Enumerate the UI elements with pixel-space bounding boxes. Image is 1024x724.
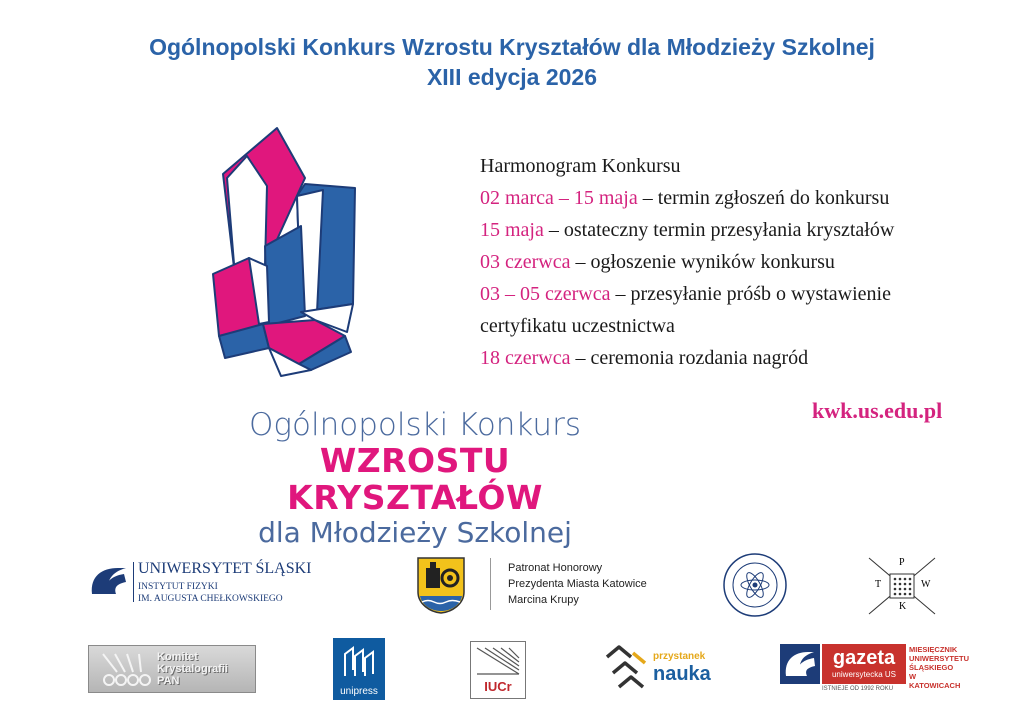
komitet-krystalografii-logo <box>88 645 256 693</box>
schedule-desc: – ogłoszenie wyników konkursu <box>570 251 835 273</box>
schedule-desc: – ostateczny termin przesyłania kryształów <box>543 219 895 241</box>
us-emblem-icon <box>780 644 820 684</box>
us-name: UNIWERSYTET ŚLĄSKI <box>138 560 312 577</box>
komitet-line-3: PAN <box>157 675 180 687</box>
us-emblem-icon <box>88 564 128 598</box>
tpwk-letter-left: T <box>875 579 882 590</box>
tpwk-letter-bottom: K <box>899 601 907 612</box>
komitet-line-2: Krystalografii <box>157 663 228 675</box>
gazeta-subtitle: uniwersytecka US <box>831 670 897 679</box>
katowice-coat-of-arms-icon <box>416 556 466 614</box>
us-mini-emblem <box>780 644 820 684</box>
komitet-text <box>157 651 228 687</box>
gazeta-uniwersytecka-logo <box>780 644 969 694</box>
schedule-item <box>480 278 1000 310</box>
iucr-emblem-icon <box>475 646 521 676</box>
schedule-item <box>480 342 1000 374</box>
logo-line-1: Ogólnopolski Konkurs <box>249 407 581 443</box>
schedule-desc: – ceremonia rozdania nagród <box>570 347 809 369</box>
logo-line-3: dla Młodzieży Szkolnej <box>258 515 572 549</box>
crystal-logo-icon <box>205 126 365 396</box>
tpwk-letter-top: P <box>899 557 905 568</box>
gazeta-side-3: ŚLĄSKIEGO <box>909 663 954 672</box>
iucr-logo <box>470 641 526 699</box>
page-title: Ogólnopolski Konkurs Wzrostu Kryształów dla Młodzieży Szkolnej <box>149 34 875 60</box>
patronage-text <box>508 560 647 608</box>
schedule-date: 03 czerwca <box>480 251 571 273</box>
polish-physics-society-seal-icon <box>722 552 788 618</box>
schedule-heading: Harmonogram Konkursu <box>480 155 681 177</box>
us-subtitle <box>138 581 283 605</box>
gazeta-side-2: UNIWERSYTETU <box>909 654 969 663</box>
schedule-item <box>480 214 1000 246</box>
gazeta-footnote: ISTNIEJE OD 1992 ROKU <box>822 686 894 692</box>
gazeta-title: gazeta <box>832 647 896 669</box>
unipress-logo <box>333 638 385 700</box>
contest-logo-text <box>205 408 625 548</box>
schedule-item <box>480 310 1000 342</box>
schedule-desc: certyfikatu uczestnictwa <box>480 315 675 337</box>
schedule-date: 03 – 05 czerwca <box>480 283 611 305</box>
schedule-date: 02 marca – 15 maja <box>480 187 638 209</box>
iucr-label: IUCr <box>484 679 512 694</box>
edition-subtitle: XIII edycja 2026 <box>426 64 598 90</box>
uniwersytet-slaski-logo <box>88 558 328 608</box>
us-sub-line-2: IM. AUGUSTA CHEŁKOWSKIEGO <box>138 594 283 604</box>
schedule <box>480 150 1000 374</box>
przystanek-nauka-logo <box>603 641 713 695</box>
schedule-date: 18 czerwca <box>480 347 571 369</box>
schedule-item <box>480 246 1000 278</box>
nauka-label: nauka <box>653 663 711 685</box>
logo-line-2: WZROSTU KRYSZTAŁÓW <box>287 440 543 517</box>
unipress-label: unipress <box>340 686 378 697</box>
patronage-line-3: Marcina Krupy <box>508 594 579 606</box>
schedule-date: 15 maja <box>480 219 544 241</box>
divider <box>490 558 491 610</box>
przystanek-emblem-icon <box>603 643 649 691</box>
divider <box>133 562 134 602</box>
schedule-desc: – przesyłanie próśb o wystawienie <box>610 283 891 305</box>
tpwk-logo <box>867 556 937 616</box>
website-link[interactable]: kwk.us.edu.pl <box>812 398 943 423</box>
patronage-line-2: Prezydenta Miasta Katowice <box>508 578 647 590</box>
tpwk-letter-right: W <box>921 579 931 590</box>
patronage-line-1: Patronat Honorowy <box>508 562 603 574</box>
przystanek-label: przystanek <box>653 651 706 662</box>
gazeta-side-text <box>909 645 969 690</box>
schedule-item <box>480 182 1000 214</box>
katowice-patronage <box>416 556 666 614</box>
gazeta-side-1: MIESIĘCZNIK <box>909 645 958 654</box>
gazeta-side-4: W KATOWICACH <box>909 672 961 690</box>
crystal-lattice-icon <box>97 650 153 690</box>
us-sub-line-1: INSTYTUT FIZYKI <box>138 582 218 592</box>
komitet-line-1: Komitet <box>157 651 198 663</box>
unipress-emblem-icon <box>341 644 377 680</box>
schedule-desc: – termin zgłoszeń do konkursu <box>637 187 890 209</box>
